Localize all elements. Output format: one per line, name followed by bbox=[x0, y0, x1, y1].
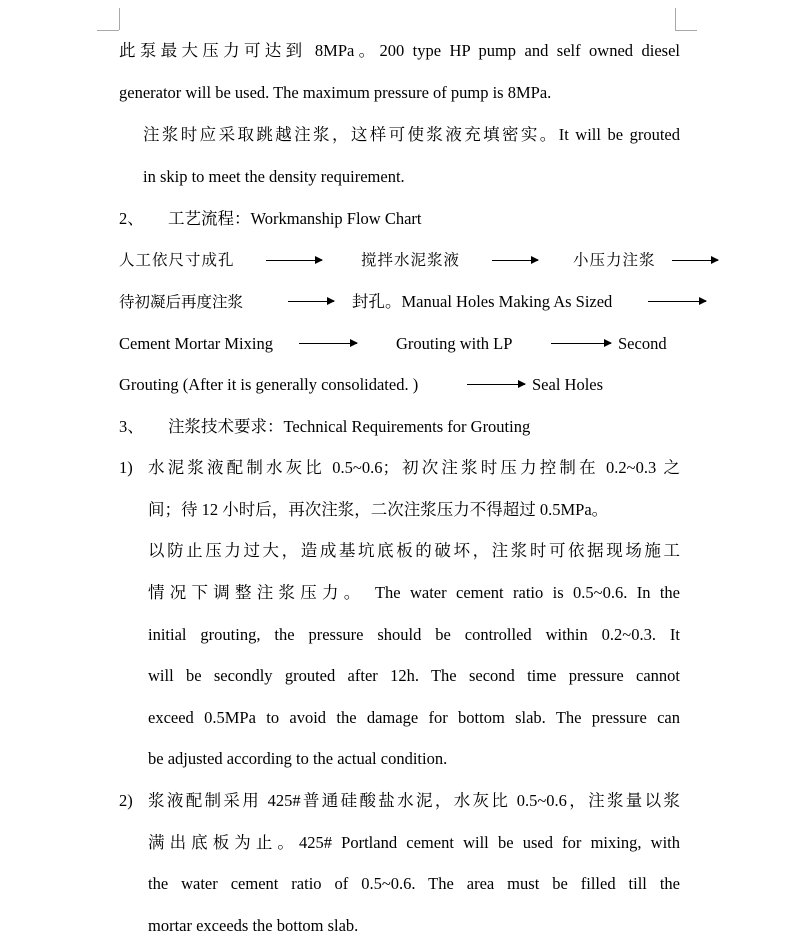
body-line-1: 此泵最大压力可达到 8MPa。200 type HP pump and self owned diesel bbox=[119, 41, 680, 60]
item-1-line-6: will be secondly grouted after 12h. The second time pressure cannot bbox=[148, 666, 680, 685]
flow-step-seal-holes-en: 封孔。Manual Holes Making As Sized bbox=[352, 292, 613, 311]
item-1-line-3: 以防止压力过大，造成基坑底板的破坏，注浆时可依据现场施工 bbox=[148, 541, 680, 560]
flow-step-second: Second bbox=[618, 334, 667, 353]
item-1-number: 1) bbox=[119, 458, 133, 477]
flow-step-second-grouting: Grouting (After it is generally consolidated. ) bbox=[119, 375, 419, 394]
flow-arrow-7 bbox=[551, 343, 611, 344]
flow-step-cement-mortar-mixing: Cement Mortar Mixing bbox=[119, 334, 273, 353]
body-line-4: in skip to meet the density requirement. bbox=[143, 167, 405, 186]
flow-arrow-8 bbox=[467, 384, 525, 385]
flow-step-mortar-mixing: 搅拌水泥浆液 bbox=[361, 251, 461, 269]
flow-arrow-1 bbox=[266, 260, 322, 261]
flow-arrow-2 bbox=[492, 260, 538, 261]
body-line-2: generator will be used. The maximum pressure of pump is 8MPa. bbox=[119, 83, 552, 102]
item-2-line-2: 满出底板为止。425# Portland cement will be used for mixing, with bbox=[148, 833, 680, 852]
section-3-number: 3、 bbox=[119, 417, 144, 436]
flow-step-seal-holes: Seal Holes bbox=[532, 375, 604, 394]
item-1-line-1: 水泥浆液配制水灰比 0.5~0.6；初次注浆时压力控制在 0.2~0.3 之 bbox=[148, 458, 680, 477]
crop-mark-left-v bbox=[119, 8, 120, 30]
item-1-line-8: be adjusted according to the actual condition. bbox=[148, 749, 448, 768]
flow-step-grouting-lp: Grouting with LP bbox=[396, 334, 513, 353]
crop-mark-left-h bbox=[97, 30, 119, 31]
section-3-title: 注浆技术要求：Technical Requirements for Grouting bbox=[168, 417, 531, 436]
flow-step-low-pressure-grouting: 小压力注浆 bbox=[573, 251, 656, 269]
section-2-number: 2、 bbox=[119, 209, 144, 228]
item-1-line-2: 间；待 12 小时后，再次注浆，二次注浆压力不得超过 0.5MPa。 bbox=[148, 500, 609, 519]
flow-arrow-3 bbox=[672, 260, 718, 261]
item-2-line-4: mortar exceeds the bottom slab. bbox=[148, 916, 359, 935]
item-2-line-3: the water cement ratio of 0.5~0.6. The area must be filled till the bbox=[148, 874, 680, 893]
flow-arrow-6 bbox=[299, 343, 357, 344]
flow-step-regrouting: 待初凝后再度注浆 bbox=[119, 293, 244, 311]
flow-arrow-4 bbox=[288, 301, 334, 302]
flow-step-manual-holes: 人工依尺寸成孔 bbox=[119, 251, 235, 269]
item-2-number: 2) bbox=[119, 791, 133, 810]
flow-arrow-5 bbox=[648, 301, 706, 302]
item-1-line-7: exceed 0.5MPa to avoid the damage for bottom slab. The pressure can bbox=[148, 708, 680, 727]
item-1-line-4: 情况下调整注浆压力。 The water cement ratio is 0.5~0.6. In the bbox=[148, 583, 680, 602]
body-line-3: 注浆时应采取跳越注浆，这样可使浆液充填密实。It will be grouted bbox=[143, 125, 680, 144]
crop-mark-right-v bbox=[675, 8, 676, 30]
item-2-line-1: 浆液配制采用 425#普通硅酸盐水泥，水灰比 0.5~0.6，注浆量以浆 bbox=[148, 791, 680, 810]
item-1-line-5: initial grouting, the pressure should be controlled within 0.2~0.3. It bbox=[148, 625, 680, 644]
section-2-title: 工艺流程：Workmanship Flow Chart bbox=[168, 209, 422, 228]
